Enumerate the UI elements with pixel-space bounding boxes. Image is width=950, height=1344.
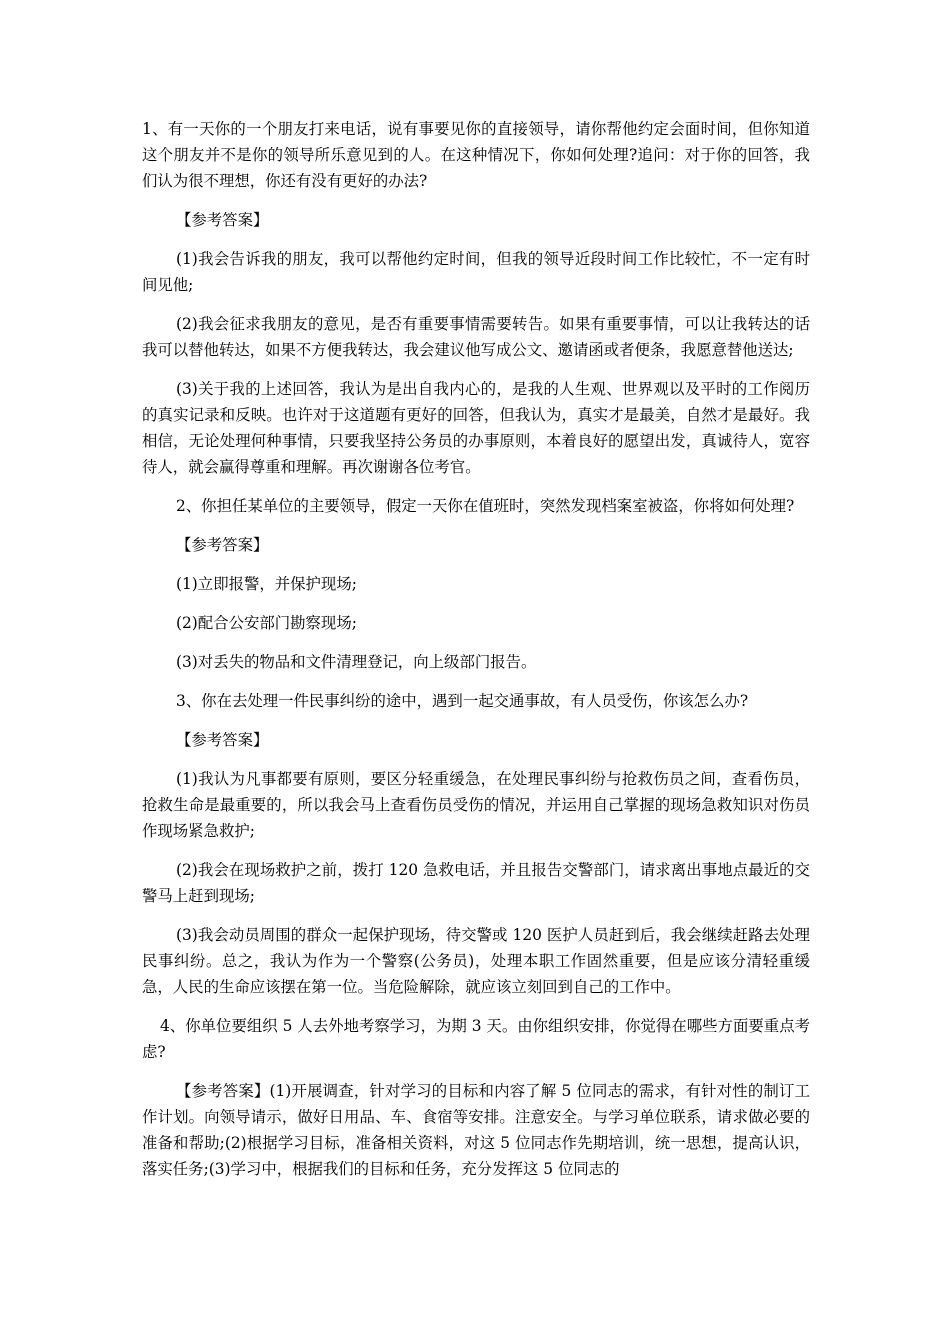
answer-3-point-2: (2)我会在现场救护之前，拨打 120 急救电话，并且报告交警部门，请求离出事地点最近的交警马上赶到现场;: [142, 861, 810, 905]
answer-1-point-1: (1)我会告诉我的朋友，我可以帮他约定时间，但我的领导近段时间工作比较忙，不一定有时间见他;: [142, 250, 810, 294]
answer-2-point-1: (1)立即报警，并保护现场;: [176, 575, 357, 593]
answer-2-point-2: (2)配合公安部门勘察现场;: [176, 614, 357, 632]
document-body: [142, 116, 810, 1195]
question-1: 1、有一天你的一个朋友打来电话，说有事要见你的直接领导，请你帮他约定会面时间，但你知道这个朋友并不是你的领导所乐意见到的人。在这种情况下，你如何处理?追问：对于你的回答，我们认为很不理想，你还有没有更好的办法?: [142, 120, 810, 190]
answer-4: 【参考答案】(1)开展调查，针对学习的目标和内容了解 5 位同志的需求，有针对性的制订工作计划。向领导请示，做好日用品、车、食宿等安排。注意安全。与学习单位联系，请求做必要的准备和帮助;(2)根据学习目标，准备相关资料，对这 5 位同志作先期培训，统一思想，提高认识，落实任务;(3)学习中，根据我们的目标和任务，充分发挥这 5 位同志的: [142, 1082, 810, 1178]
question-3: 3、你在去处理一件民事纠纷的途中，遇到一起交通事故，有人员受伤，你该怎么办?: [176, 692, 749, 710]
answer-label-3: 【参考答案】: [176, 731, 269, 749]
answer-3-point-1: (1)我认为凡事都要有原则，要区分轻重缓急，在处理民事纠纷与抢救伤员之间，查看伤员，抢救生命是最重要的，所以我会马上查看伤员受伤的情况，并运用自己掌握的现场急救知识对伤员作现场紧急救护;: [142, 770, 810, 840]
question-2: 2、你担任某单位的主要领导，假定一天你在值班时，突然发现档案室被盗，你将如何处理?: [176, 497, 795, 515]
answer-label-1: 【参考答案】: [176, 211, 269, 229]
answer-2-point-3: (3)对丢失的物品和文件清理登记，向上级部门报告。: [176, 653, 537, 671]
question-4: 4、你单位要组织 5 人去外地考察学习，为期 3 天。由你组织安排，你觉得在哪些方面要重点考虑?: [142, 1017, 810, 1061]
answer-3-point-3: (3)我会动员周围的群众一起保护现场，待交警或 120 医护人员赶到后，我会继续赶路去处理民事纠纷。总之，我认为作为一个警察(公务员)，处理本职工作固然重要，但是应该分清轻重缓急，人民的生命应该摆在第一位。当危险解除，就应该立刻回到自己的工作中。: [142, 926, 810, 996]
answer-1-point-3: (3)关于我的上述回答，我认为是出自我内心的，是我的人生观、世界观以及平时的工作阅历的真实记录和反映。也许对于这道题有更好的回答，但我认为，真实才是最美，自然才是最好。我相信，无论处理何种事情，只要我坚持公务员的办事原则，本着良好的愿望出发，真诚待人，宽容待人，就会赢得尊重和理解。再次谢谢各位考官。: [142, 380, 810, 476]
answer-1-point-2: (2)我会征求我朋友的意见，是否有重要事情需要转告。如果有重要事情，可以让我转达的话我可以替他转达，如果不方便我转达，我会建议他写成公文、邀请函或者便条，我愿意替他送达;: [142, 315, 810, 359]
answer-label-2: 【参考答案】: [176, 536, 269, 554]
